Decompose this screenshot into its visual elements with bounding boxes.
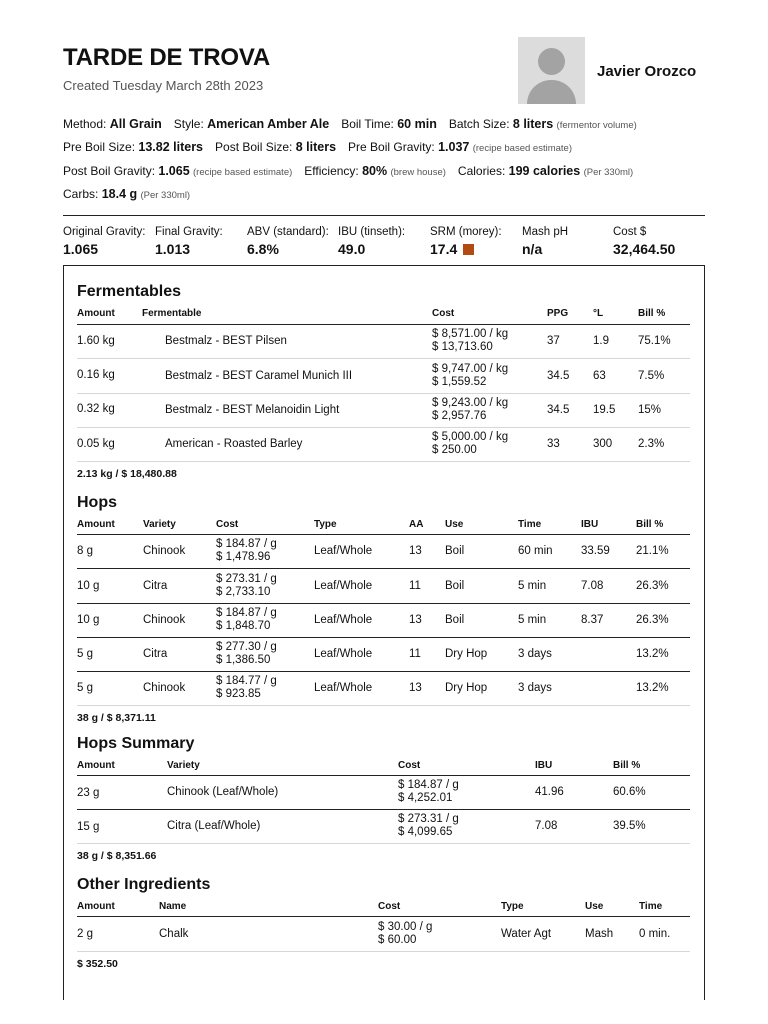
col-header: Cost [378,901,401,912]
srm-color-swatch [463,244,474,255]
batch-size-value: 8 liters [512,117,554,131]
stat-ibu: IBU (tinseth): 49.0 [338,226,406,257]
col-header: Cost [432,308,455,319]
col-header: Bill % [636,519,664,530]
col-header: Amount [77,760,115,771]
stat-srm: SRM (morey): 17.4 [430,226,502,257]
avatar [518,37,585,104]
avatar-placeholder-icon [538,48,565,75]
col-header: °L [593,308,604,319]
col-header: IBU [535,760,553,771]
stat-original-gravity: Original Gravity: 1.065 [63,226,146,257]
pre-boil-gravity-value: 1.037 [438,140,470,154]
hops-total: 38 g / $ 8,371.11 [77,712,156,724]
col-header: Bill % [638,308,666,319]
meta-line-4: Carbs: 18.4 g (Per 330ml) [63,187,191,201]
col-header: IBU [581,519,599,530]
col-header: Type [501,901,524,912]
fermentables-total: 2.13 kg / $ 18,480.88 [77,468,177,480]
hops-title: Hops [77,494,117,511]
content-frame-right [704,265,705,1000]
style-value: American Amber Ale [207,117,330,131]
boil-time-value: 60 min [397,117,437,131]
created-date: Created Tuesday March 28th 2023 [63,78,264,93]
col-header: Fermentable [142,308,202,319]
col-header: PPG [547,308,569,319]
content-frame-left [63,265,64,1000]
other-ingredients-total: $ 352.50 [77,958,118,970]
meta-line-2: Pre Boil Size: 13.82 liters Post Boil Size: 8 liters Pre Boil Gravity: 1.037 (recipe based estimate) [63,140,572,154]
author-name: Javier Orozco [597,63,697,80]
col-header: Variety [167,760,200,771]
pre-boil-size-value: 13.82 liters [138,140,204,154]
other-ingredients-title: Other Ingredients [77,876,211,893]
post-boil-gravity-value: 1.065 [158,164,190,178]
col-header: Amount [77,519,115,530]
col-header: Time [518,519,542,530]
col-header: Cost [216,519,239,530]
col-header: Amount [77,901,115,912]
stat-mash-ph: Mash pH n/a [522,226,569,257]
hops-summary-total: 38 g / $ 8,351.66 [77,850,157,862]
col-header: Type [314,519,337,530]
stat-cost: Cost $ 32,464.50 [613,226,676,257]
meta-line-1: Method: All Grain Style: American Amber Ale Boil Time: 60 min Batch Size: 8 liters (fermentor volume) [63,117,637,131]
carbs-value: 18.4 g [101,187,138,201]
post-boil-size-value: 8 liters [295,140,337,154]
col-header: Use [445,519,464,530]
recipe-title: TARDE DE TROVA [63,44,270,71]
content-frame-top [63,265,705,266]
meta-line-3: Post Boil Gravity: 1.065 (recipe based estimate) Efficiency: 80% (brew house) Calories: 199 calories (Per 330ml) [63,164,634,178]
hops-summary-title: Hops Summary [77,735,195,752]
col-header: Bill % [613,760,641,771]
calories-value: 199 calories [508,164,581,178]
col-header: Name [159,901,187,912]
divider [63,215,705,216]
col-header: Variety [143,519,176,530]
efficiency-value: 80% [362,164,388,178]
col-header: Cost [398,760,421,771]
col-header: Use [585,901,604,912]
fermentables-title: Fermentables [77,283,182,300]
col-header: Time [639,901,663,912]
method-value: All Grain [109,117,162,131]
col-header: AA [409,519,424,530]
stat-final-gravity: Final Gravity: 1.013 [155,226,223,257]
stat-abv: ABV (standard): 6.8% [247,226,329,257]
col-header: Amount [77,308,115,319]
